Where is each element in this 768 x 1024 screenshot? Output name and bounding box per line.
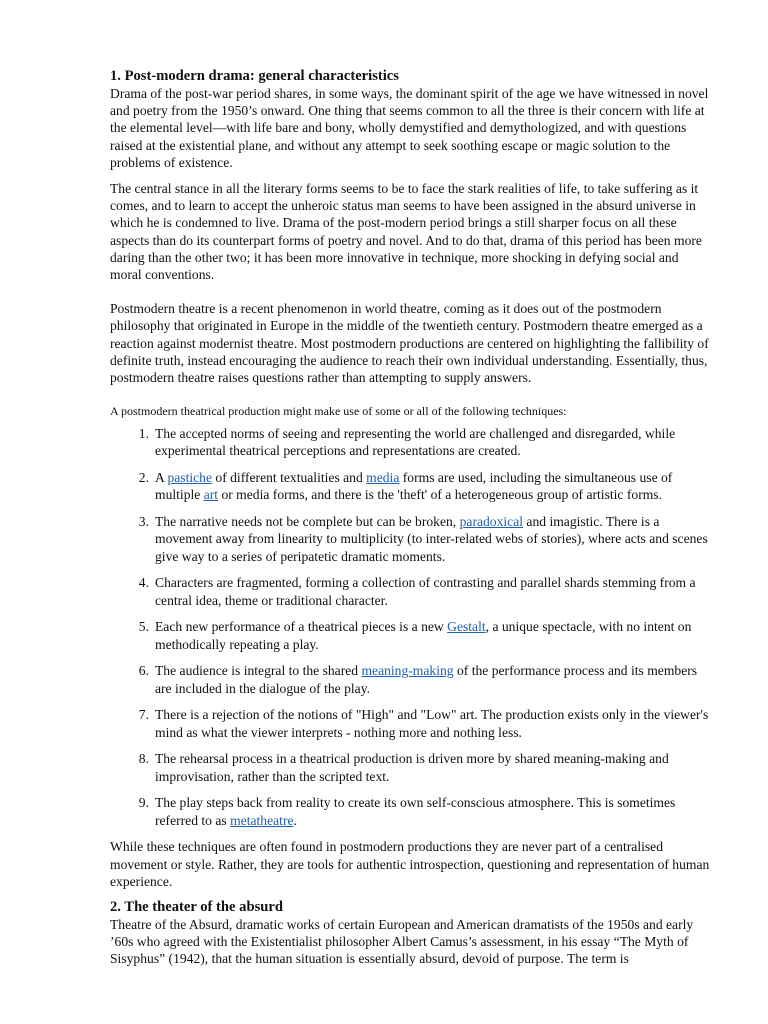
paragraph-post-war-drama: Drama of the post-war period shares, in some ways, the dominant spirit of the age we have witnessed in novel and poetry from the 1950’s onward. One thing that seems common to all the three is their concern with life at the elemental level—with life bare and bony, wholly demystified and demythologized, and with questions raised at the existential plane, and without any attempt to seek soothing escape or magic solution to the problems of existence.: [110, 86, 709, 170]
link-gestalt[interactable]: Gestalt: [447, 619, 486, 635]
list-item: [110, 618, 710, 652]
paragraph-postmodern-theatre: Postmodern theatre is a recent phenomenon in world theatre, coming as it does out of the postmodern philosophy that originated in Europe in the middle of the twentieth century. Postmodern theatre emerged as a reaction against modernist theatre. Most postmodern productions are centered on highlighting the fallibility of definite truth, instead encouraging the audience to reach their own individual understanding. Essentially, thus, postmodern theatre raises questions rather than attempting to supply answers.: [110, 301, 709, 386]
link-pastiche[interactable]: pastiche: [167, 470, 213, 486]
paragraph-techniques-closing: While these techniques are often found in postmodern productions they are never part of a centralised movement or style. Rather, they are tools for authentic introspection, questioning and representation of human experience.: [110, 839, 710, 889]
list-item-number: 7.: [138, 707, 149, 723]
list-item: [110, 750, 710, 784]
list-item-text: The play steps back from reality to create its own self-conscious atmosphere. This is sometimes referred to as: [155, 795, 676, 828]
list-item-text: Characters are fragmented, forming a collection of contrasting and parallel shards stemming from a central idea, theme or traditional character.: [155, 575, 696, 608]
list-item: [110, 469, 710, 503]
link-paradoxical[interactable]: paradoxical: [459, 514, 524, 530]
link-metatheatre[interactable]: metatheatre: [230, 812, 294, 828]
list-item-text: or media forms, and there is the 'theft' of a heterogeneous group of artistic forms.: [218, 487, 662, 503]
list-item: [110, 425, 710, 459]
list-item-text: .: [293, 812, 297, 828]
list-item-number: 6.: [138, 663, 149, 679]
list-item: [110, 706, 710, 740]
list-item-text: A: [155, 470, 168, 486]
list-item-text: The rehearsal process in a theatrical production is driven more by shared meaning-making and improvisation, rather than the scripted text.: [155, 751, 669, 784]
techniques-intro: A postmodern theatrical production might make use of some or all of the following techniques:: [110, 404, 567, 419]
techniques-list: [110, 425, 710, 829]
list-item: [110, 662, 710, 696]
list-item-number: 5.: [138, 619, 149, 635]
list-item-number: 1.: [138, 426, 149, 442]
list-item-number: 4.: [138, 575, 149, 591]
list-item: [110, 794, 710, 828]
list-item-text: of different textualities and: [212, 470, 367, 486]
list-item-text: , a unique spectacle, with no intent on methodically repeating a play.: [155, 619, 692, 652]
link-meaning-making[interactable]: meaning-making: [361, 663, 454, 679]
link-media[interactable]: media: [366, 470, 400, 486]
document-page: [110, 68, 710, 968]
section-heading-postmodern-drama: 1. Post-modern drama: general characteristics: [110, 68, 399, 84]
list-item-number: 2.: [138, 470, 149, 486]
list-item-text: forms are used, including the simultaneous use of multiple: [155, 470, 673, 503]
list-item-text: of the performance process and its members are included in the dialogue of the play.: [155, 663, 698, 696]
list-item: [110, 513, 710, 565]
list-item-text: The audience is integral to the shared: [155, 663, 362, 679]
list-item-text: The narrative needs not be complete but can be broken,: [155, 514, 460, 530]
list-item-text: and imagistic. There is a movement away from linearity to multiplicity (to inter-related webs of stories), where acts and scenes give way to a series of peripatetic dramatic moments.: [155, 514, 708, 564]
paragraph-theatre-of-absurd: Theatre of the Absurd, dramatic works of certain European and American dramatists of the 1950s and early ’60s who agreed with the Existentialist philosopher Albert Camus’s assessment, in his essay “The Myth of Sisyphus” (1942), that the human situation is essentially absurd, devoid of purpose. The term is: [110, 917, 694, 967]
paragraph-central-stance: The central stance in all the literary forms seems to be to face the stark realities of life, to take suffering as it comes, and to learn to accept the unheroic status man seems to have been assigned in the absurd universe in which he is condemned to live. Drama of the post-modern period brings a still sharper focus on all these aspects than do its counterpart forms of poetry and novel. And to do that, drama of this period has been more daring than the other two; it has been more innovative in technique, more shocking in defying social and moral conventions.: [110, 181, 702, 283]
list-item-number: 8.: [138, 751, 149, 767]
list-item: [110, 574, 710, 608]
link-art[interactable]: art: [203, 487, 219, 503]
list-item-text: There is a rejection of the notions of "High" and "Low" art. The production exists only in the viewer's mind as what the viewer interprets - nothing more and nothing less.: [155, 707, 709, 740]
list-item-text: The accepted norms of seeing and representing the world are challenged and disregarded, while experimental theatrical perceptions and representations are created.: [155, 426, 676, 459]
section-heading-theater-of-absurd: 2. The theater of the absurd: [110, 899, 283, 916]
list-item-text: Each new performance of a theatrical pieces is a new: [155, 619, 448, 635]
list-item-number: 9.: [138, 795, 149, 811]
list-item-number: 3.: [138, 514, 149, 530]
